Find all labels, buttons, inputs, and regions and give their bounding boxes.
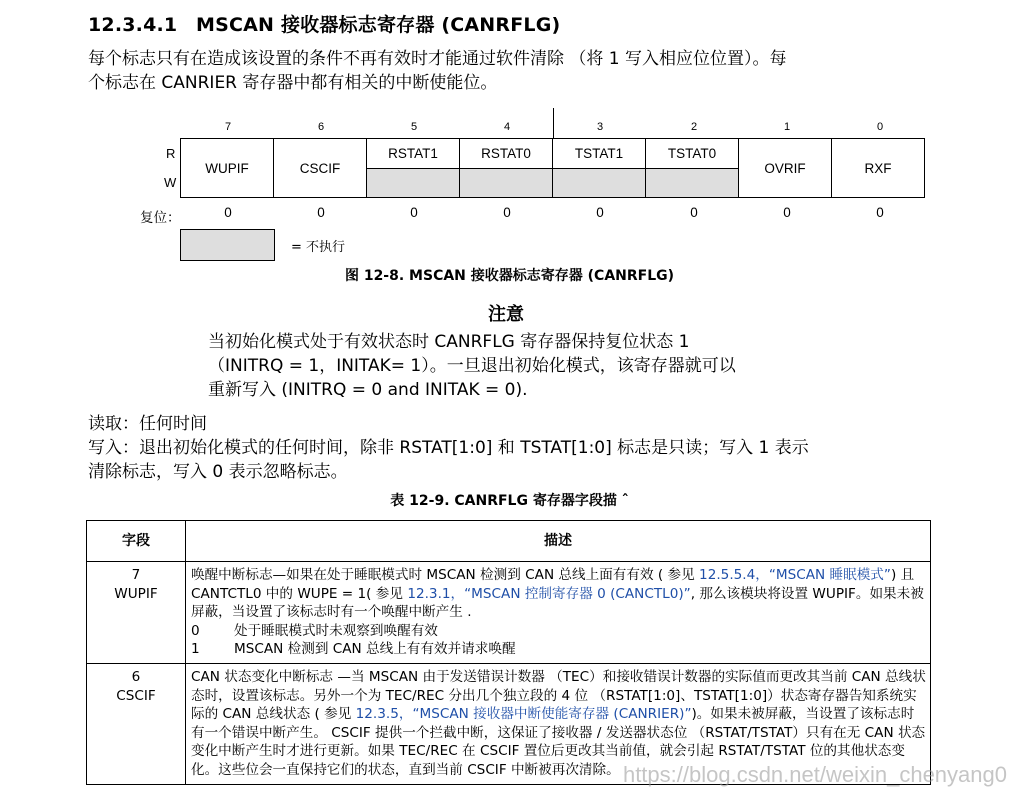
field-name: WUPIF bbox=[114, 585, 158, 602]
bit-number: 1 bbox=[783, 121, 791, 133]
register-table bbox=[180, 138, 925, 198]
field-bit: 7 bbox=[131, 567, 141, 583]
legend-text: = 不执行 bbox=[291, 240, 346, 255]
write-row-label: W bbox=[164, 175, 177, 190]
field-description bbox=[191, 566, 926, 622]
note-line: 重新写入 (INITRQ = 0 and INITAK = 0). bbox=[208, 380, 528, 400]
option-row bbox=[191, 640, 926, 659]
field-name-cell bbox=[87, 663, 186, 784]
table-caption: 表 12-9. CANRFLG 寄存器字段描 ˆ bbox=[390, 493, 629, 509]
watermark: https://blog.csdn.net/weixin_chenyang0 bbox=[622, 762, 1007, 787]
bit-number: 6 bbox=[317, 121, 325, 133]
reset-value: 0 bbox=[690, 205, 698, 220]
reset-value: 0 bbox=[783, 205, 791, 220]
reset-value: 0 bbox=[596, 205, 604, 220]
description-text: 唤醒中断标志—如果在处于睡眠模式时 MSCAN 检测到 CAN 总线上面有有效 ( 参见 bbox=[191, 567, 700, 583]
field-rstat0: RSTAT0 bbox=[460, 139, 553, 169]
byte-divider bbox=[553, 108, 554, 138]
field-wupif: WUPIF bbox=[181, 139, 274, 198]
field-description-cell bbox=[186, 562, 931, 664]
field-bit: 6 bbox=[131, 668, 141, 685]
intro-line: 每个标志只有在造成该设置的条件不再有效时才能通过软件清除 （将 1 写入相应位位置）。每 bbox=[88, 49, 787, 69]
bit-number: 5 bbox=[410, 121, 418, 133]
note-line: （INITRQ = 1，INITAK= 1）。一旦退出初始化模式，该寄存器就可以 bbox=[208, 356, 736, 376]
field-tstat1: TSTAT1 bbox=[553, 139, 646, 169]
column-header-field: 字段 bbox=[87, 521, 186, 562]
section-title: MSCAN 接收器标志寄存器 (CANRFLG) bbox=[196, 14, 561, 36]
option-row bbox=[191, 622, 926, 641]
note-title: 注意 bbox=[488, 304, 524, 325]
bit-number: 0 bbox=[876, 121, 884, 133]
field-rstat1: RSTAT1 bbox=[367, 139, 460, 169]
read-row-label: R bbox=[166, 146, 176, 161]
description-text: , 那么该模块将设置 WUPIF。如果未被屏蔽，当设置了该标志时有一个唤醒中断产生 . bbox=[191, 585, 924, 621]
section-number: 12.3.4.1 bbox=[88, 14, 178, 36]
unimplemented-cell bbox=[553, 168, 646, 198]
description-text: )。如果未被屏蔽，当设置了该标志时有一个错误中断产生。 CSCIF 提供一个拦截中断，这保证了接收器 / 发送器状态位 （RSTAT/TSTAT）只有在无 CAN 状态变化中断产生时才进行更新。如果 TEC/REC 在 CSCIF 置位后更改其当前值，就会引起 RSTAT/TSTAT 位的其他状态变化。这些位会一直保持它们的状态，直到当前 CSCIF 中断被再次清除。 bbox=[191, 706, 926, 778]
figure-caption: 图 12-8. MSCAN 接收器标志寄存器 (CANRFLG) bbox=[344, 268, 675, 284]
reset-value: 0 bbox=[410, 205, 418, 220]
field-description-table bbox=[86, 520, 931, 785]
write-access-cont: 清除标志，写入 0 表示忽略标志。 bbox=[88, 462, 348, 482]
bit-number: 3 bbox=[596, 121, 604, 133]
intro-paragraph bbox=[88, 47, 787, 95]
option-text: 处于睡眠模式时未观察到唤醒有效 bbox=[234, 622, 438, 639]
option-value: 0 bbox=[191, 622, 200, 639]
note-body bbox=[208, 330, 736, 402]
reset-value: 0 bbox=[317, 205, 325, 220]
access-description bbox=[88, 412, 809, 484]
reset-label: 复位： bbox=[140, 210, 181, 226]
reset-value: 0 bbox=[224, 205, 232, 220]
read-access: 读取：任何时间 bbox=[88, 414, 207, 434]
table-header-row bbox=[87, 521, 931, 562]
reset-value: 0 bbox=[876, 205, 884, 220]
note-line: 当初始化模式处于有效状态时 CANRFLG 寄存器保持复位状态 1 bbox=[208, 332, 690, 352]
description-text: ) 且 CANTCTL0 中的 WUPE = 1( 参见 bbox=[191, 567, 915, 602]
bit-number: 7 bbox=[224, 121, 232, 133]
option-text: MSCAN 检测到 CAN 总线上有有效并请求唤醒 bbox=[234, 641, 516, 658]
column-header-description: 描述 bbox=[186, 521, 931, 562]
option-value: 1 bbox=[191, 641, 200, 658]
bit-number: 2 bbox=[690, 121, 698, 133]
intro-line: 个标志在 CANRIER 寄存器中都有相关的中断使能位。 bbox=[88, 73, 498, 93]
field-cscif: CSCIF bbox=[274, 139, 367, 198]
write-access: 写入：退出初始化模式的任何时间，除非 RSTAT[1:0] 和 TSTAT[1:0] 标志是只读；写入 1 表示 bbox=[88, 438, 809, 458]
field-rxf: RXF bbox=[832, 139, 925, 198]
field-name-cell bbox=[87, 562, 186, 664]
cross-reference-link[interactable]: 12.3.5，“MSCAN 接收器中断使能寄存器 (CANRIER)” bbox=[355, 706, 692, 723]
field-name: CSCIF bbox=[116, 687, 156, 704]
legend-swatch bbox=[180, 229, 275, 261]
bit-number: 4 bbox=[503, 121, 511, 133]
cross-reference-link[interactable]: 12.3.1，“MSCAN 控制寄存器 0 (CANCTL0)” bbox=[407, 585, 691, 602]
section-heading bbox=[88, 10, 560, 37]
cross-reference-link[interactable]: 12.5.5.4，“MSCAN 睡眠模式” bbox=[699, 567, 891, 583]
field-ovrif: OVRIF bbox=[739, 139, 832, 198]
unimplemented-cell bbox=[460, 168, 553, 198]
field-tstat0: TSTAT0 bbox=[646, 139, 739, 169]
unimplemented-cell bbox=[646, 168, 739, 198]
unimplemented-cell bbox=[367, 168, 460, 198]
description-text: CAN 状态变化中断标志 —当 MSCAN 由于发送错误计数器 （TEC）和接收错误计数器的实际值而更改其当前 CAN 总线状态时，设置该标志。另外一个为 TEC/REC 分出几个独立段的 4 位 （RSTAT[1:0]、TSTAT[1:0]）状态寄存器告知系统实际的 CAN 总线状态 ( 参见 bbox=[191, 668, 926, 723]
table-row bbox=[87, 562, 931, 664]
reset-value: 0 bbox=[503, 205, 511, 220]
